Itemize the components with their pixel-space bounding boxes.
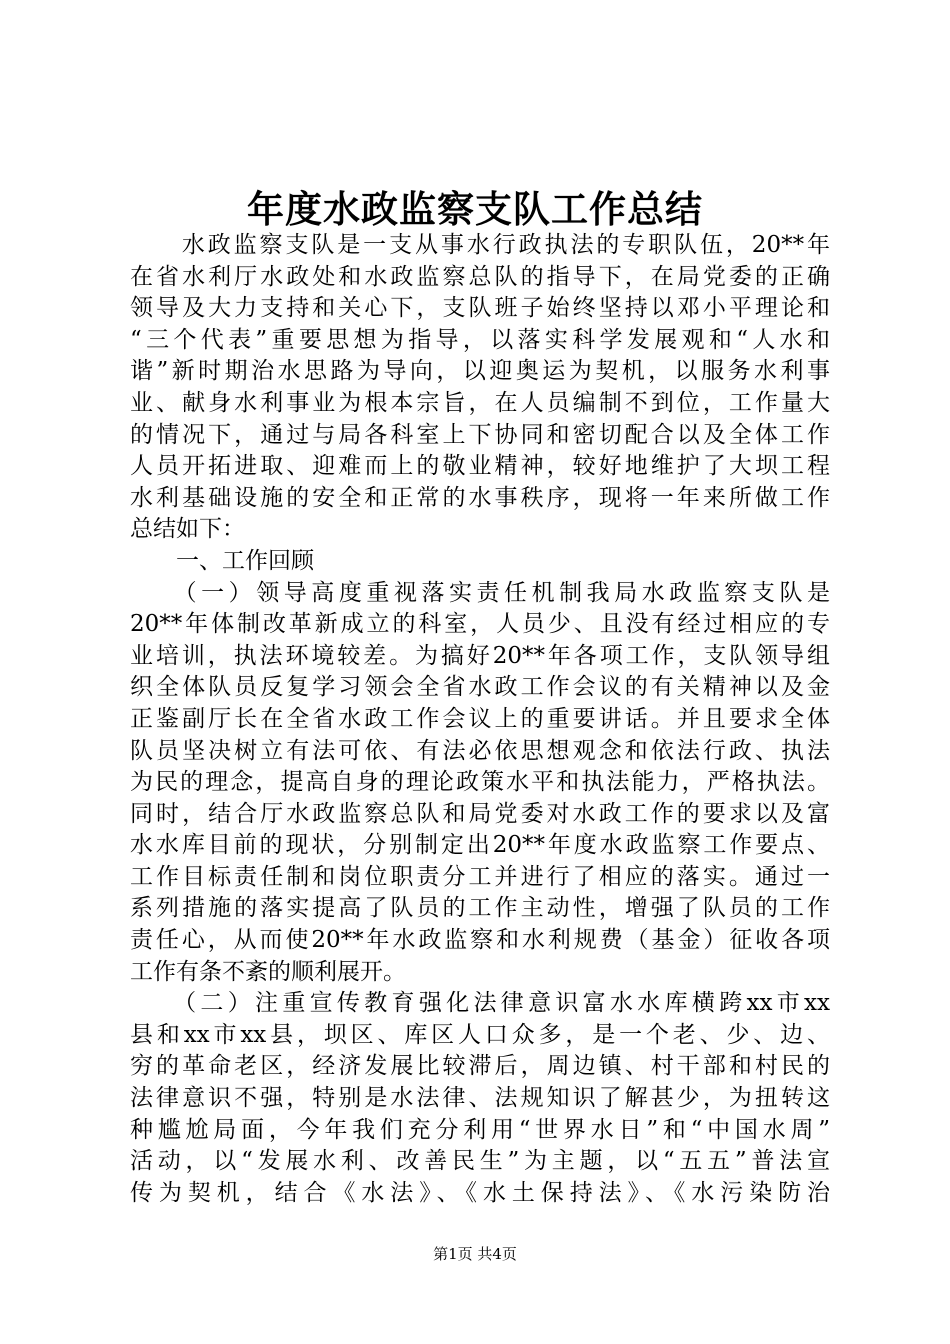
text-line: 的情况下，通过与局各科室上下协同和密切配合以及全体工作 [130, 421, 830, 448]
text-line: 领导及大力支持和关心下，支队班子始终坚持以邓小平理论和 [130, 295, 830, 322]
text-line: （一）领导高度重视落实责任机制我局水政监察支队是 [130, 579, 830, 606]
text-line: 织全体队员反复学习领会全省水政工作会议的有关精神以及金 [130, 674, 830, 701]
document-title: 年度水政监察支队工作总结 [247, 187, 703, 231]
text-line: “三个代表”重要思想为指导，以落实科学发展观和“人水和 [130, 326, 830, 353]
text-line: 人员开拓进取、迎难而上的敬业精神，较好地维护了大坝工程 [130, 453, 830, 480]
text-line: 水利基础设施的安全和正常的水事秩序，现将一年来所做工作 [130, 484, 830, 511]
text-line: 正鉴副厅长在全省水政工作会议上的重要讲话。并且要求全体 [130, 705, 830, 732]
text-line: 水政监察支队是一支从事水行政执法的专职队伍，20**年 [130, 232, 830, 258]
text-line: 队员坚决树立有法可依、有法必依思想观念和依法行政、执法 [130, 737, 830, 764]
text-line: 穷的革命老区，经济发展比较滞后，周边镇、村干部和村民的 [130, 1053, 830, 1080]
text-line: 法律意识不强，特别是水法律、法规知识了解甚少，为扭转这 [130, 1085, 830, 1112]
text-line: 同时，结合厅水政监察总队和局党委对水政工作的要求以及富 [130, 800, 830, 827]
text-line: 总结如下： [130, 516, 245, 543]
text-line: 为民的理念，提高自身的理论政策水平和执法能力，严格执法。 [130, 769, 830, 796]
text-line: 责任心，从而使20**年水政监察和水利规费（基金）征收各项 [130, 927, 830, 954]
text-line: 系列措施的落实提高了队员的工作主动性，增强了队员的工作 [130, 895, 830, 922]
text-line: 传为契机，结合《水法》、《水土保持法》、《水污染防治 [130, 1179, 830, 1206]
page-footer: 第1页 共4页 [433, 1245, 517, 1263]
text-line: 种尴尬局面，今年我们充分利用“世界水日”和“中国水周” [130, 1116, 830, 1143]
text-line: 业培训，执法环境较差。为搞好20**年各项工作，支队领导组 [130, 642, 830, 669]
text-line: 业、献身水利事业为根本宗旨，在人员编制不到位，工作量大 [130, 389, 830, 416]
text-line: 活动，以“发展水利、改善民生”为主题，以“五五”普法宣 [130, 1148, 830, 1175]
text-line: 在省水利厅水政处和水政监察总队的指导下，在局党委的正确 [130, 263, 830, 290]
text-line: 工作目标责任制和岗位职责分工并进行了相应的落实。通过一 [130, 863, 830, 890]
text-line: 一、工作回顾 [130, 547, 314, 574]
text-line: 工作有条不紊的顺利展开。 [130, 958, 406, 985]
document-body [130, 230, 830, 1209]
text-line: 谐”新时期治水思路为导向，以迎奥运为契机，以服务水利事 [130, 358, 830, 385]
text-line: （二）注重宣传教育强化法律意识富水水库横跨xx市xx [130, 990, 830, 1017]
text-line: 水水库目前的现状，分别制定出20**年度水政监察工作要点、 [130, 832, 830, 859]
text-line: 县和xx市xx县，坝区、库区人口众多，是一个老、少、边、 [130, 1021, 830, 1048]
text-line: 20**年体制改革新成立的科室，人员少、且没有经过相应的专 [130, 611, 830, 638]
